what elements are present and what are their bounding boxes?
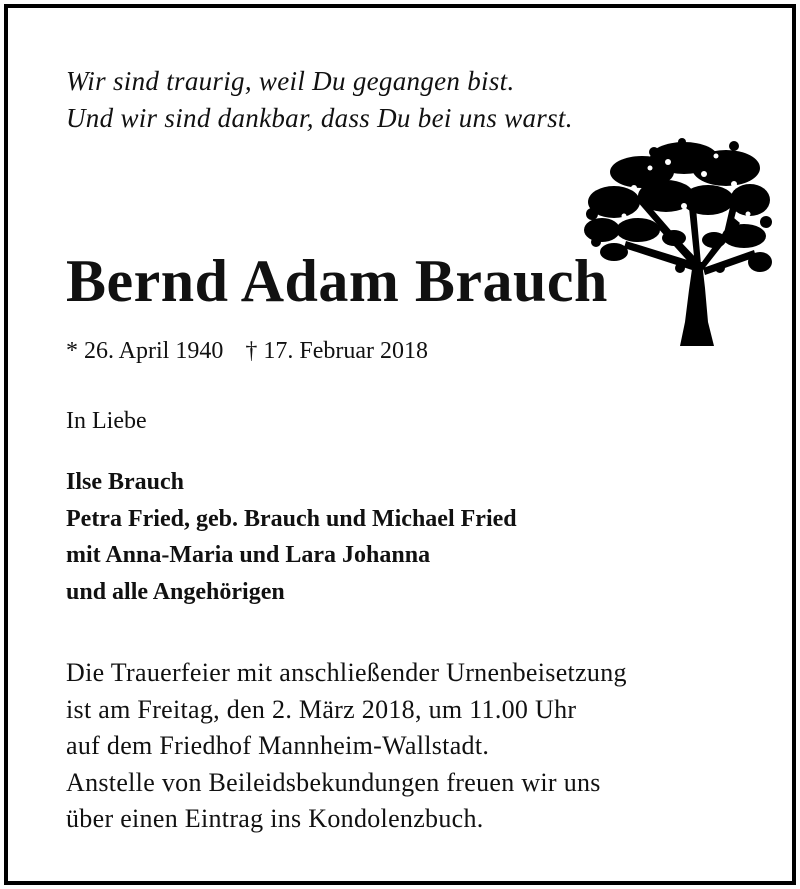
mourner-line: Petra Fried, geb. Brauch und Michael Fried [66, 505, 517, 532]
quote-line: Und wir sind dankbar, dass Du bei uns warst. [66, 103, 573, 133]
ceremony-line: Anstelle von Beileidsbekundungen freuen wir uns [66, 767, 601, 797]
quote-line: Wir sind traurig, weil Du gegangen bist. [66, 66, 515, 96]
memorial-quote [66, 63, 573, 137]
life-dates [66, 336, 428, 366]
ceremony-line: über einen Eintrag ins Kondolenzbuch. [66, 804, 484, 833]
mourners-list [66, 464, 517, 610]
mourner-line: Ilse Brauch [66, 469, 185, 495]
mourner-line: und alle Angehörigen [66, 578, 285, 605]
ceremony-line: ist am Freitag, den 2. März 2018, um 11.00 Uhr [66, 694, 577, 724]
mourner-line: mit Anna-Maria und Lara Johanna [66, 542, 431, 568]
obituary-notice [4, 4, 796, 885]
ceremony-line: Die Trauerfeier mit anschließender Urnenbeisetzung [66, 658, 627, 687]
ceremony-line: auf dem Friedhof Mannheim-Wallstadt. [66, 731, 490, 760]
ceremony-info [66, 655, 627, 838]
death-date: † 17. Februar 2018 [245, 338, 428, 364]
birth-date: * 26. April 1940 [66, 338, 224, 364]
in-love-label: In Liebe [66, 408, 147, 434]
tree-icon [584, 138, 772, 348]
deceased-name: Bernd Adam Brauch [66, 248, 608, 314]
